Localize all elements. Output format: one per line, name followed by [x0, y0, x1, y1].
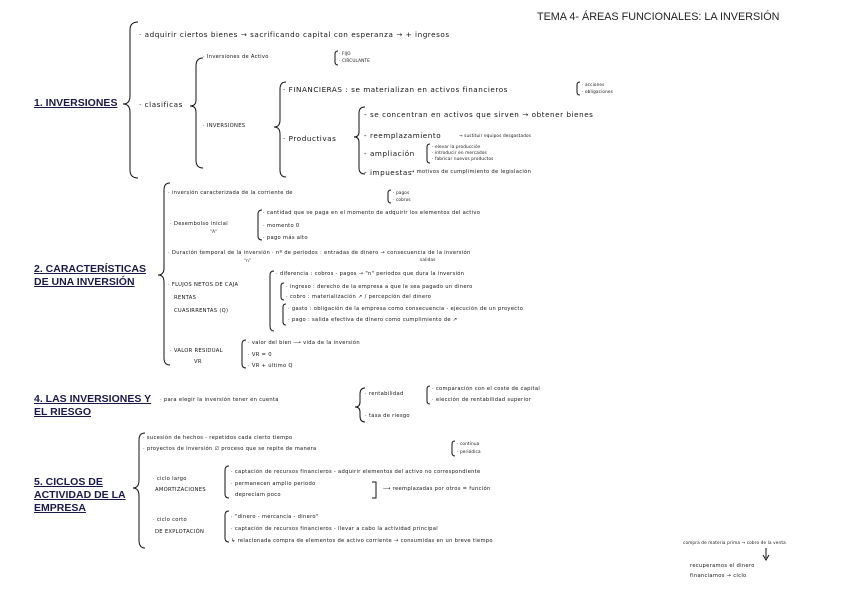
note-eleccion: · elección de rentabilidad superior: [432, 397, 532, 403]
brace-clasificas: [190, 58, 203, 168]
note-periodica: · periódica: [457, 449, 481, 454]
note-concentran: - se concentran en activos que sirven → obtener bienes: [364, 110, 594, 119]
note-dinero-cycle: · "dinero - mercancía - dinero": [231, 514, 319, 520]
brace-valor-residual: [242, 340, 246, 368]
note-continua: · continua: [457, 441, 480, 446]
note-reemplazamiento: - reemplazamiento: [364, 131, 442, 140]
note-comparacion: · comparación con el coste de capital: [432, 386, 541, 392]
note-acciones: · acciones: [582, 82, 605, 87]
note-proyectos: · proyectos de inversión ∅ proceso que se repite de manera: [143, 446, 317, 452]
note-valor-bien: · valor del bien ⟶ vida de la inversión: [248, 340, 360, 346]
section-heading-inversiones: 1. INVERSIONES: [34, 97, 118, 109]
note-pago: · pago : salida efectiva de dinero como cumplimiento de ↗: [288, 317, 458, 323]
note-adquirir: · adquirir ciertos bienes → sacrificando capital con esperanza → + ingresos: [139, 30, 450, 39]
brace-corriente: [388, 190, 391, 203]
note-relacionada: ↳ relacionada compra de elementos de activo corriente → consumidas en un breve tiempo: [231, 538, 493, 544]
note-vr0: · VR = 0: [248, 352, 272, 358]
brace-caracteristicas: [158, 183, 170, 365]
note-caracterizada: · inversión caracterizada de la corriente de: [168, 190, 293, 196]
note-cobros: · cobros: [393, 197, 411, 202]
note-captacion-corto: · captación de recursos financieros - llevar a cabo la actividad principal: [231, 526, 438, 532]
note-n-label: "n": [244, 258, 251, 263]
note-duracion: · Duración temporal de la inversión · nº de periodos : entradas de dinero → consecuencia de la inversión: [168, 250, 471, 256]
brace-desembolso: [258, 210, 262, 240]
note-valor-residual: · VALOR RESIDUAL: [170, 348, 223, 354]
note-momento: · momento 0: [263, 223, 300, 229]
note-reemplazadas: ⟶ reemplazadas por otros = función: [383, 486, 491, 492]
note-permanecen: · permanecen amplio periodo: [231, 481, 316, 487]
brace-financieras: [577, 82, 580, 95]
note-elegir: · para elegir la inversión tener en cuenta: [160, 397, 279, 403]
note-obligaciones: · obligaciones: [582, 89, 613, 94]
note-pagos: · pagos: [393, 190, 410, 195]
note-ciclo-corto: · ciclo corto: [153, 517, 187, 523]
brace-riesgo: [355, 388, 365, 422]
note-productivas: · Productivas: [283, 134, 337, 143]
section-heading-riesgo: 4. LAS INVERSIONES Y EL RIESGO: [34, 393, 152, 419]
note-inversiones-activo: · Inversiones de Activo: [203, 54, 269, 60]
note-compra-materia: compra de materia prima → cobro de la venta: [683, 540, 786, 545]
note-clasificas: · clasificas: [139, 100, 183, 109]
section-heading-caracteristicas: 2. CARACTERÍSTICAS DE UNA INVERSIÓN: [34, 263, 147, 289]
note-cobro: · cobro : materialización ↗ / percepción del dinero: [286, 294, 432, 300]
note-ingreso: · ingreso : derecho de la empresa a que le sea pagado un dinero: [286, 284, 473, 290]
note-captacion-largo: · captación de recursos financieros - adquirir elementos del activo no correspondiente: [231, 469, 481, 475]
brace-inversiones-tipos: [274, 82, 286, 177]
brace-activo: [335, 51, 338, 65]
note-diferencia: · diferencia : cobros - pagos → "n" periodos que dura la inversión: [276, 271, 465, 277]
brace-ciclo-corto: [225, 511, 229, 542]
brace-rentabilidad: [427, 386, 430, 404]
note-gasto: · gasto : obligación de la empresa como consecuencia - ejecución de un proyecto: [288, 306, 524, 312]
brace-flujos: [270, 271, 274, 331]
note-explotacion: DE EXPLOTACIÓN: [155, 529, 205, 535]
note-elevar: · elevar la producción: [432, 144, 481, 149]
note-salidas: salidas: [420, 257, 436, 262]
brace-continua: [452, 441, 455, 456]
note-a-label: "A": [210, 229, 218, 234]
note-riesgo: · tasa de riesgo: [365, 413, 410, 419]
note-fabricar: · fabricar nuevos productos: [432, 156, 494, 161]
note-fijo: · FIJO: [339, 51, 351, 56]
note-desembolso: · Desembolso inicial: [170, 221, 228, 227]
note-reemplazamiento-detail: → sustituir equipos desgastados: [459, 133, 532, 138]
note-impuestas-detail: → motivos de cumplimiento de legislación: [410, 169, 532, 175]
brace-gasto-pago: [283, 304, 286, 325]
page-title: TEMA 4- ÁREAS FUNCIONALES: LA INVERSIÓN: [537, 11, 780, 23]
note-deprecian: depreciam poco: [235, 492, 281, 498]
brace-ciclo-largo: [225, 466, 229, 498]
note-rentas: RENTAS: [174, 295, 197, 301]
note-inversiones: · INVERSIONES: [203, 123, 246, 129]
note-amortizaciones: AMORTIZACIONES: [155, 487, 206, 493]
note-cantidad: · cantidad que se paga en el momento de adquirir los elementos del activo: [263, 210, 481, 216]
note-vr-plus: · VR + último Q: [248, 363, 293, 369]
note-recuperamos: recuperamos el dinero: [690, 563, 755, 569]
note-cuasirrentas: CUASIRRENTAS (Q): [174, 308, 229, 314]
brace-ingreso-cobro: [281, 283, 284, 300]
note-circulante: · CIRCULANTE: [339, 58, 370, 63]
brace-permanecen: [372, 482, 376, 498]
brace-inversiones: [123, 22, 138, 178]
note-sucesion: · sucesión de hechos - repetidos cada cierto tiempo: [143, 435, 293, 441]
note-financiamos: financiamos → ciclo: [690, 573, 747, 579]
note-introducir: · introducir en mercados: [432, 150, 487, 155]
section-heading-ciclos: 5. CICLOS DE ACTIVIDAD DE LA EMPRESA: [34, 476, 126, 515]
note-rentabilidad: · rentabilidad: [365, 391, 404, 397]
note-impuestas: - impuestas: [364, 168, 413, 177]
brace-ampliacion: [427, 144, 430, 163]
note-ciclo-largo: · ciclo largo: [153, 476, 187, 482]
note-vr: VR: [194, 359, 202, 365]
note-flujos: · FLUJOS NETOS DE CAJA: [168, 282, 239, 288]
note-ampliacion: - ampliación: [364, 149, 415, 158]
note-financieras: · FINANCIERAS : se materializan en activos financieros: [283, 85, 508, 94]
note-pago-alto: · pago más alto: [263, 235, 308, 241]
